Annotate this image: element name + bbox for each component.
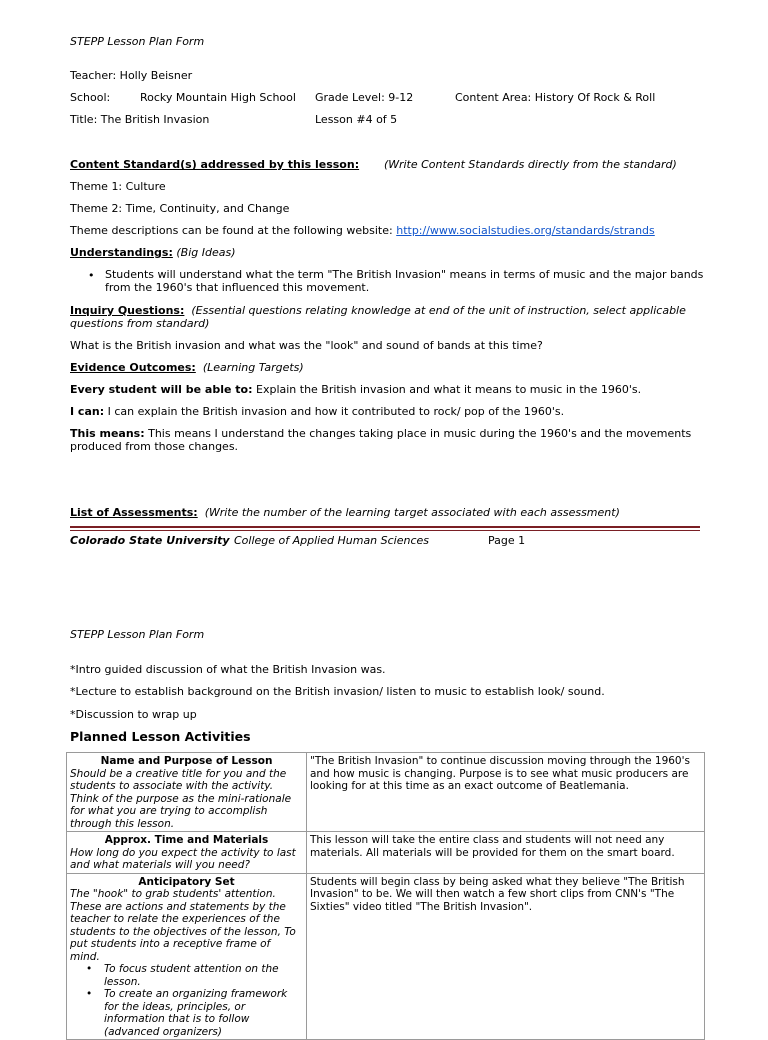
content-standards-heading: Content Standard(s) addressed by this lesson:: [70, 158, 360, 171]
evidence-note: (Learning Targets): [202, 361, 304, 374]
row-title: Anticipatory Set: [138, 875, 235, 888]
grade-level: Grade Level: 9-12: [315, 91, 414, 104]
page2-header: STEPP Lesson Plan Form: [70, 628, 205, 641]
footer-college: College of Applied Human Sciences: [234, 534, 430, 547]
lesson-activities-table: [66, 752, 705, 1040]
content-area: Content Area: History Of Rock & Roll: [455, 91, 656, 104]
planned-activities-heading: Planned Lesson Activities: [70, 729, 251, 744]
table-cell: [307, 832, 705, 874]
every-student-text: Explain the British invasion and what it means to music in the 1960's.: [252, 383, 642, 396]
row-title: Approx. Time and Materials: [104, 834, 269, 846]
school-name: Rocky Mountain High School: [140, 91, 296, 104]
footer-rule-thick: [70, 526, 700, 528]
list-item: • To create an organizing framework for the ideas, principles, or information that is to follow (advanced organizers): [104, 988, 303, 1038]
row-description: The "hook" to grab students' attention. These are actions and statements by the teacher to relate the experiences of the students to the objectives of the lesson, To put students into a receptive frame of mind.: [70, 888, 296, 963]
footer-page-number: Page 1: [488, 534, 526, 547]
lesson-number: Lesson #4 of 5: [315, 113, 398, 126]
i-can-line: [70, 405, 564, 418]
list-item: • To focus student attention on the lesson.: [104, 963, 303, 988]
understanding-bullet: Students will understand what the term "The British Invasion" means in terms of music and the major bands from the 1960's that influenced this movement.: [105, 268, 704, 294]
this-means-label: This means:: [70, 427, 145, 440]
standards-link[interactable]: http://www.socialstudies.org/standards/strands: [396, 224, 655, 237]
table-cell: [307, 873, 705, 1040]
footer-university: Colorado State University: [70, 534, 230, 547]
evidence-line: [70, 361, 304, 374]
theme-1: Theme 1: Culture: [70, 180, 166, 193]
evidence-heading: Evidence Outcomes:: [70, 361, 196, 374]
inquiry-question: What is the British invasion and what was the "look" and sound of bands at this time?: [70, 339, 543, 352]
row-title: Name and Purpose of Lesson: [100, 755, 273, 767]
theme-description-text: Theme descriptions can be found at the following website:: [70, 224, 397, 237]
theme-2: Theme 2: Time, Continuity, and Change: [70, 202, 290, 215]
content-standards-note: (Write Content Standards directly from the standard): [384, 158, 677, 171]
table-cell: [307, 753, 705, 832]
bullet-icon: •: [88, 269, 95, 282]
inquiry-note: (Essential questions relating knowledge at end of the unit of instruction, select applicable questions from standard): [70, 304, 686, 330]
assessments-heading: List of Assessments:: [70, 506, 198, 519]
page-header: STEPP Lesson Plan Form: [70, 35, 205, 48]
inquiry-heading: Inquiry Questions:: [70, 304, 185, 317]
every-student-label: Every student will be able to:: [70, 383, 253, 396]
this-means-line: [70, 428, 700, 453]
row-bullet-list: [70, 963, 303, 1038]
table-cell: [67, 873, 307, 1040]
row-content: This lesson will take the entire class and students will not need any materials. All materials will be provided for them on the smart board.: [310, 834, 675, 859]
assessment-item-1: *Intro guided discussion of what the British Invasion was.: [70, 663, 386, 676]
theme-description: [70, 224, 655, 237]
lesson-title: Title: The British Invasion: [70, 113, 210, 126]
table-row: [67, 832, 705, 874]
this-means-text: This means I understand the changes taking place in music during the 1960's and the movements produced from those changes.: [70, 427, 692, 453]
row-content: "The British Invasion" to continue discussion moving through the 1960's and how music is changing. Purpose is to see what music producers are looking for at this time as an exact outcome of Beatlemania.: [310, 755, 690, 792]
teacher-line: Teacher: Holly Beisner: [70, 69, 193, 82]
assessment-item-2: *Lecture to establish background on the British invasion/ listen to music to establish look/ sound.: [70, 685, 605, 698]
understandings-note: (Big Ideas): [176, 246, 236, 259]
footer-rule-thin: [70, 530, 700, 531]
assessments-line: [70, 506, 620, 519]
row-description: Should be a creative title for you and the students to associate with the activity. Think of the purpose as the mini-rationale for what you are trying to accomplish through this lesson.: [70, 767, 292, 830]
assessments-note: (Write the number of the learning target associated with each assessment): [204, 506, 620, 519]
i-can-label: I can:: [70, 405, 105, 418]
row-description: How long do you expect the activity to last and what materials will you need?: [70, 846, 296, 871]
understandings-line: [70, 246, 236, 259]
assessment-item-3: *Discussion to wrap up: [70, 708, 197, 721]
school-label: School:: [70, 91, 111, 104]
table-row: [67, 873, 705, 1040]
table-row: [67, 753, 705, 832]
understandings-heading: Understandings:: [70, 246, 173, 259]
table-cell: [67, 753, 307, 832]
every-student-line: [70, 383, 641, 396]
inquiry-line: [70, 305, 700, 330]
table-cell: [67, 832, 307, 874]
i-can-text: I can explain the British invasion and how it contributed to rock/ pop of the 1960's.: [104, 405, 565, 418]
row-content: Students will begin class by being asked what they believe "The British Invasion" to be. We will then watch a few short clips from CNN's "The Sixties" video titled "The British Invasion".: [310, 875, 685, 913]
